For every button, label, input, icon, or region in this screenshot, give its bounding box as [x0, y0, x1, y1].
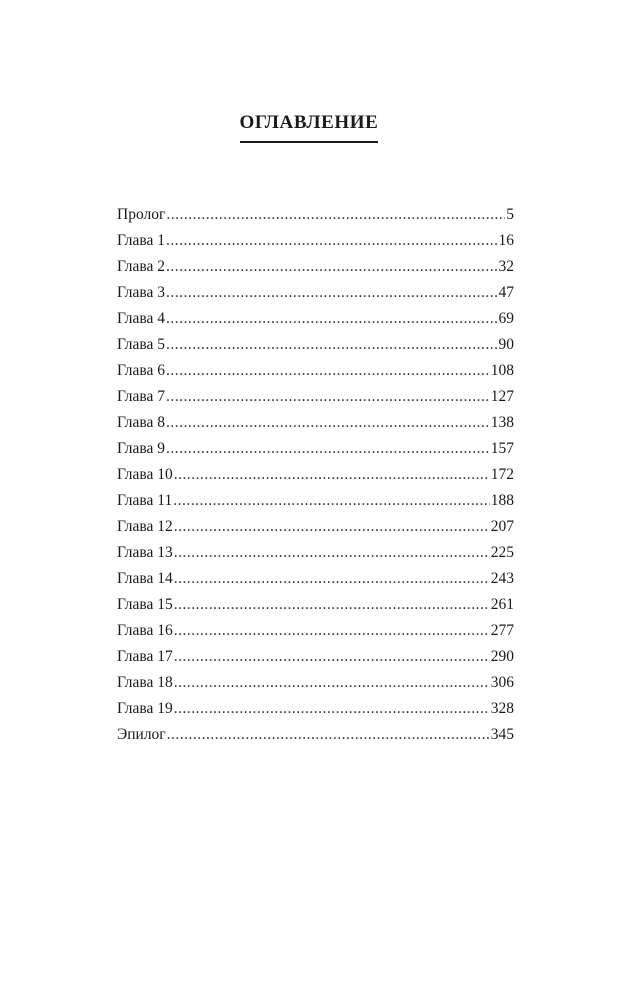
toc-entry [117, 670, 514, 696]
toc-entry-label: Глава 1 [117, 232, 166, 249]
dot-leader [166, 410, 490, 436]
table-of-contents [117, 202, 514, 748]
toc-entry-page-number: 243 [490, 570, 514, 587]
toc-entry-page-number: 290 [490, 648, 514, 665]
toc-entry-label: Глава 18 [117, 674, 173, 691]
toc-entry-label: Эпилог [117, 726, 166, 743]
toc-entry [117, 306, 514, 332]
dot-leader [174, 514, 490, 540]
toc-entry-page-number: 157 [490, 440, 514, 457]
dot-leader [174, 566, 490, 592]
toc-entry-page-number: 172 [490, 466, 514, 483]
dot-leader [166, 202, 505, 228]
toc-entry-label: Пролог [117, 206, 166, 223]
toc-entry [117, 228, 514, 254]
toc-entry [117, 592, 514, 618]
dot-leader [174, 696, 490, 722]
toc-entry-page-number: 225 [490, 544, 514, 561]
dot-leader [174, 540, 490, 566]
toc-entry-label: Глава 10 [117, 466, 173, 483]
toc-entry-label: Глава 4 [117, 310, 166, 327]
toc-entry-label: Глава 15 [117, 596, 173, 613]
toc-entry-label: Глава 12 [117, 518, 173, 535]
toc-entry-page-number: 127 [490, 388, 514, 405]
toc-entry [117, 644, 514, 670]
dot-leader [174, 670, 490, 696]
toc-entry-page-number: 90 [498, 336, 514, 353]
toc-entry-label: Глава 7 [117, 388, 166, 405]
toc-entry-page-number: 5 [506, 206, 514, 223]
toc-entry-page-number: 261 [490, 596, 514, 613]
dot-leader [166, 306, 497, 332]
page-title: ОГЛАВЛЕНИЕ [240, 112, 379, 143]
toc-entry-page-number: 207 [490, 518, 514, 535]
toc-entry [117, 280, 514, 306]
toc-entry-page-number: 188 [490, 492, 514, 509]
toc-entry [117, 436, 514, 462]
toc-entry [117, 202, 514, 228]
toc-entry [117, 254, 514, 280]
toc-entry-page-number: 306 [490, 674, 514, 691]
toc-entry-label: Глава 17 [117, 648, 173, 665]
toc-entry [117, 722, 514, 748]
toc-entry-label: Глава 11 [117, 492, 173, 509]
toc-entry-label: Глава 19 [117, 700, 173, 717]
toc-entry [117, 618, 514, 644]
toc-entry-label: Глава 5 [117, 336, 166, 353]
heading-container [0, 112, 618, 143]
dot-leader [166, 280, 497, 306]
toc-entry-label: Глава 13 [117, 544, 173, 561]
toc-entry [117, 488, 514, 514]
dot-leader [166, 332, 497, 358]
toc-entry-label: Глава 2 [117, 258, 166, 275]
toc-entry-page-number: 47 [498, 284, 514, 301]
toc-entry-page-number: 345 [490, 726, 514, 743]
dot-leader [166, 384, 490, 410]
toc-entry [117, 696, 514, 722]
toc-entry [117, 514, 514, 540]
toc-entry [117, 566, 514, 592]
toc-entry-page-number: 277 [490, 622, 514, 639]
dot-leader [173, 488, 490, 514]
dot-leader [174, 592, 490, 618]
dot-leader [166, 228, 497, 254]
toc-entry [117, 410, 514, 436]
toc-entry [117, 462, 514, 488]
dot-leader [167, 722, 490, 748]
toc-entry-page-number: 69 [498, 310, 514, 327]
toc-entry [117, 332, 514, 358]
toc-entry-page-number: 138 [490, 414, 514, 431]
toc-entry-label: Глава 3 [117, 284, 166, 301]
toc-entry-label: Глава 8 [117, 414, 166, 431]
toc-entry-page-number: 108 [490, 362, 514, 379]
dot-leader [166, 358, 490, 384]
toc-entry [117, 358, 514, 384]
toc-entry [117, 540, 514, 566]
toc-entry-label: Глава 14 [117, 570, 173, 587]
toc-entry-page-number: 16 [498, 232, 514, 249]
toc-entry-page-number: 32 [498, 258, 514, 275]
toc-entry-label: Глава 9 [117, 440, 166, 457]
dot-leader [174, 462, 490, 488]
toc-entry-page-number: 328 [490, 700, 514, 717]
toc-entry-label: Глава 6 [117, 362, 166, 379]
dot-leader [174, 618, 490, 644]
toc-entry [117, 384, 514, 410]
dot-leader [174, 644, 490, 670]
dot-leader [166, 254, 497, 280]
toc-entry-label: Глава 16 [117, 622, 173, 639]
dot-leader [166, 436, 490, 462]
